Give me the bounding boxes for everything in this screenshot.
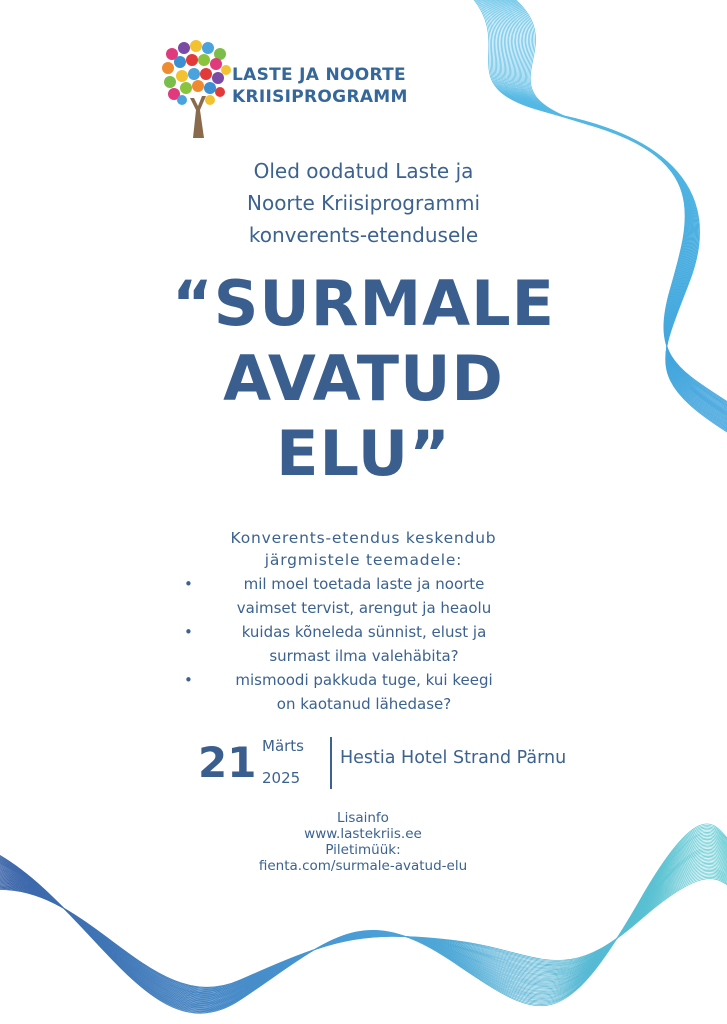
list-item [180, 620, 520, 668]
wave-line [0, 862, 727, 995]
wave-line [0, 865, 727, 994]
topics-list [180, 572, 520, 716]
logo-line-1: LASTE JA NOORTE [232, 65, 406, 85]
event-day: 21 [198, 738, 257, 787]
topic-line: • mil moel toetada laste ja noorte [243, 575, 485, 593]
topic-line: vaimset tervist, arengut ja heaolu [236, 599, 492, 617]
title-line-1: “SURMALE [171, 267, 556, 340]
topics-heading [160, 527, 567, 571]
event-month: Märts [262, 737, 304, 755]
wave-line [0, 869, 727, 992]
wave-line [0, 852, 727, 1000]
topics-heading-line-2: järgmistele teemadele: [264, 551, 463, 569]
list-item [180, 572, 520, 620]
event-year: 2025 [262, 769, 301, 787]
wave-line [0, 867, 727, 992]
info-block [163, 810, 563, 874]
website-link[interactable]: www.lastekriis.ee [304, 826, 422, 842]
wave-line [0, 856, 727, 998]
tickets-label: Piletimüük: [325, 842, 401, 858]
event-date-venue [198, 735, 618, 793]
wave-line [0, 866, 727, 993]
topic-line: on kaotanud lähedase? [276, 695, 452, 713]
wave-line [0, 860, 727, 995]
event-title [80, 266, 647, 491]
topic-line: • kuidas kõneleda sünnist, elust ja [241, 623, 487, 641]
wave-line [0, 859, 727, 996]
event-venue: Hestia Hotel Strand Pärnu [340, 748, 567, 768]
title-line-3: ELU” [276, 417, 451, 490]
tree-of-hearts-icon [160, 40, 232, 138]
invitation-text [190, 155, 537, 251]
topics-heading-line-1: Konverents-etendus keskendub [230, 529, 497, 547]
topic-line: • mismoodi pakkuda tuge, kui keegi [235, 671, 493, 689]
logo [160, 40, 440, 140]
list-item [180, 668, 520, 716]
title-line-2: AVATUD [223, 342, 504, 415]
wave-line [0, 858, 727, 998]
wave-line [0, 853, 727, 999]
invitation-line-3: konverents-etendusele [248, 223, 479, 247]
topic-line: surmast ilma valehäbita? [269, 647, 459, 665]
tickets-link[interactable]: fienta.com/surmale-avatud-elu [258, 858, 468, 874]
wave-line [0, 863, 727, 994]
logo-text [232, 64, 408, 108]
logo-line-2: KRIISIPROGRAMM [232, 87, 408, 107]
divider [330, 737, 332, 789]
invitation-line-2: Noorte Kriisiprogrammi [247, 191, 480, 215]
info-label: Lisainfo [337, 810, 389, 826]
invitation-line-1: Oled oodatud Laste ja [253, 159, 474, 183]
wave-line [0, 855, 727, 999]
